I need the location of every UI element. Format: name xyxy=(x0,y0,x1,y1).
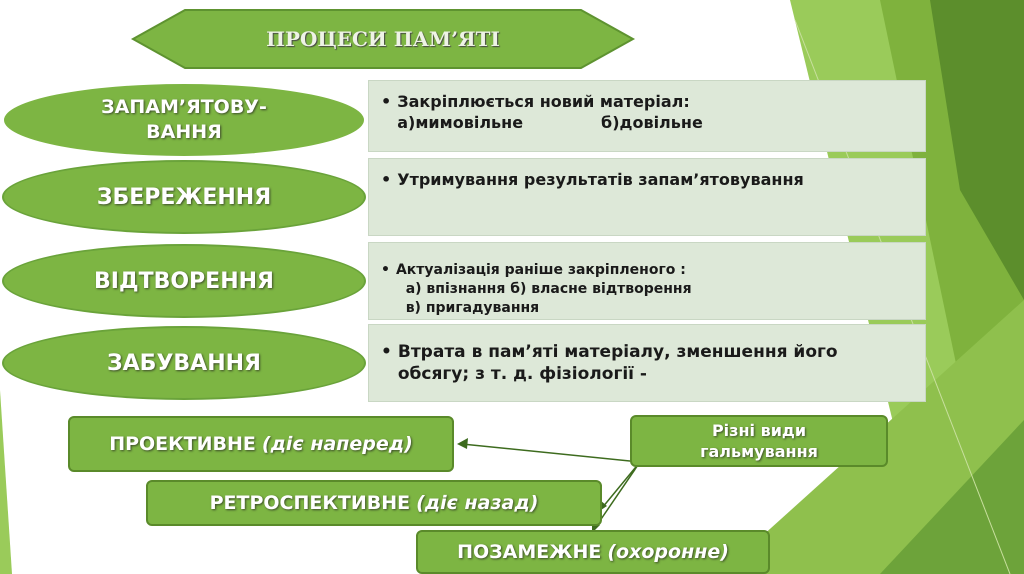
process-retention: ЗБЕРЕЖЕННЯ xyxy=(2,160,366,234)
process-recall: ВІДТВОРЕННЯ xyxy=(2,244,366,318)
process-memorization: ЗАПАМ’ЯТОВУ- ВАННЯ xyxy=(2,82,366,158)
inhibition-beyond xyxy=(416,530,770,574)
panel-text: в) пригадування xyxy=(395,300,540,316)
panel-text: Утримування результатів запам’ятовування xyxy=(397,170,804,189)
panel-text: обсягу; з т. д. фізіології - xyxy=(397,364,647,384)
panel-text: а) впізнання б) власне відтворення xyxy=(395,281,692,297)
diagram-title: ПРОЦЕСИ ПАМ’ЯТІ xyxy=(266,27,500,51)
inhibition-retroactive xyxy=(146,480,602,526)
arrow-to-retroactive xyxy=(602,462,640,508)
inhibition-name: ПРОЕКТИВНЕ xyxy=(109,433,256,455)
arrowhead-proactive xyxy=(457,438,468,449)
inhibition-note: (охоронне) xyxy=(607,541,729,563)
panel-memorization: • Закріплюється новий матеріал: а)мимовільне б)довільне xyxy=(368,80,926,152)
inhibition-name: РЕТРОСПЕКТИВНЕ xyxy=(209,492,411,514)
panel-text: Втрата в пам’яті матеріалу, зменшення його xyxy=(397,342,838,362)
deco-left-strip xyxy=(0,390,12,574)
inhibition-note: (діє назад) xyxy=(416,492,539,514)
process-forgetting: ЗАБУВАННЯ xyxy=(2,326,366,400)
panel-text: Актуалізація раніше закріпленого : xyxy=(395,262,686,278)
panel-text: а)мимовільне б)довільне xyxy=(397,113,703,132)
inhibition-note: (діє наперед) xyxy=(261,433,413,455)
inhibition-name: ПОЗАМЕЖНЕ xyxy=(457,541,602,563)
panel-retention: • Утримування результатів запам’ятовування xyxy=(368,158,926,236)
panel-text: Закріплюється новий матеріал: xyxy=(397,92,690,111)
panel-recall: • Актуалізація раніше закріпленого : а) впізнання б) власне відтворення в) пригадування xyxy=(368,242,926,320)
panel-forgetting: • Втрата в пам’яті матеріалу, зменшення його обсягу; з т. д. фізіології - xyxy=(368,324,926,402)
arrow-to-proactive xyxy=(462,444,640,462)
inhibition-source: Різні види гальмування xyxy=(630,415,888,467)
inhibition-proactive xyxy=(68,416,454,472)
